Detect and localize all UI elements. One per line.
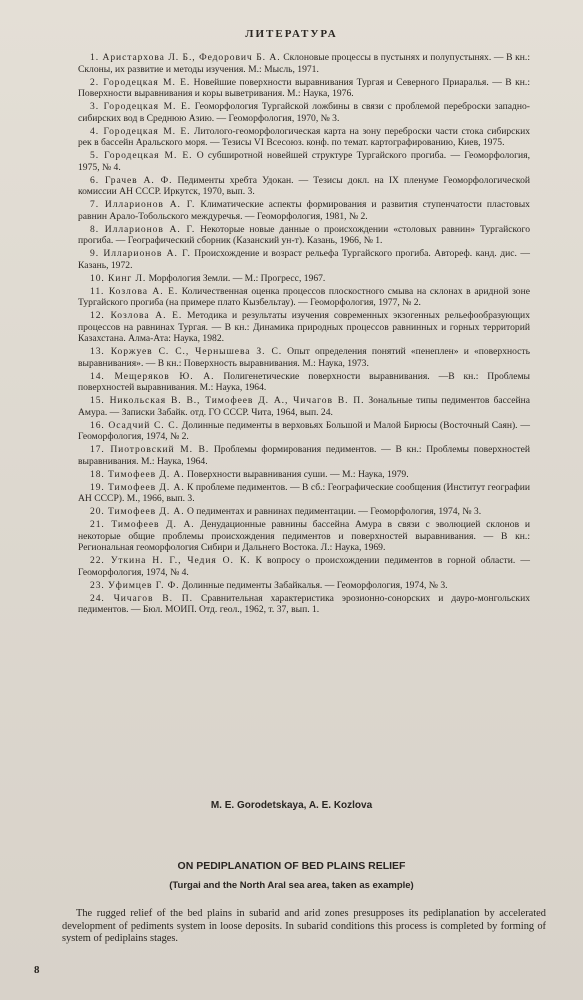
english-abstract: The rugged relief of the bed plains in subarid and arid zones presupposes its pediplanation by accelerated development of pediments system in loose deposits. In subarid conditions this process is completed by forming of system of pediplains stages. [62,908,546,944]
reference-author: 19. Тимофеев Д. А. [90,481,185,493]
reference-author: 17. Пиотровский М. В. [90,444,210,455]
reference-text: Происхождение и возраст рельефа Тургайского прогиба. Автореф. канд. дис. — Казань, 1972. [78,248,530,271]
reference-author: 22. Уткина Н. Г., Чедия О. К. [90,555,251,566]
reference-text: Геоморфология Тургайской ложбины в связи с проблемой переброски западно-сибирских вод в Среднюю Азию. — Геоморфология, 1970, № 3. [78,101,530,124]
references-heading: ЛИТЕРАТУРА [245,28,338,40]
reference-text: О субширотной новейшей структуре Тургайского прогиба. — Геоморфология, 1975, № 4. [78,150,530,173]
reference-entry [78,371,530,394]
reference-author: 10. Кинг Л. [90,272,147,284]
reference-entry [78,555,530,578]
reference-entry [78,469,530,481]
reference-author: 9. Илларионов А. Г. [90,248,191,259]
reference-entry [78,506,530,518]
reference-entry [78,175,530,198]
reference-text: Денудационные равнины бассейна Амура в связи с эволюцией склонов и некоторые общие проблемы происхождения педиментов и поверхностей выравнивания. — В кн.: Региональная геоморфология Сибири и Дальнего Востока. Л.: Наука, 1969. [78,519,530,553]
reference-text: О педиментах и равнинах педиментации. — Геоморфология, 1974, № 3. [184,506,482,517]
reference-author: 4. Городецкая М. Е. [90,125,191,137]
reference-author: 5. Городецкая М. Е. [90,150,193,161]
reference-list [78,52,530,617]
reference-text: Полигенетические поверхности выравнивания. —В кн.: Проблемы поверхностей выравнивания. М.: Наука, 1964. [78,370,530,393]
reference-author: 21. Тимофеев Д. А. [90,519,195,530]
reference-entry [78,77,530,100]
reference-author: 7. Илларионов А. Г. [90,199,196,210]
reference-entry [78,126,530,149]
english-subtitle: (Turgai and the North Aral sea area, taken as example) [169,880,414,891]
reference-text: Зональные типы педиментов бассейна Амура. — Записки Забайк. отд. ГО СССР. Чита, 1964, вып. 24. [78,395,530,418]
reference-entry [78,52,530,75]
reference-text: К вопросу о происхождении педиментов в горной области. — Геоморфология, 1974, № 4. [78,555,530,578]
reference-entry [78,224,530,247]
reference-entry [78,101,530,124]
reference-entry [78,286,530,309]
reference-text: Методика и результаты изучения современных экзогенных рельефообразующих процессов на равнинах Тургая. — В кн.: Динамика природных процессов равнинных и горных территорий Казахстана. Алма-Ата: Наука, 1982. [78,310,530,344]
reference-entry [78,580,530,592]
reference-author: 8. Илларионов А. Г. [90,223,196,235]
reference-text: Проблемы формирования педиментов. — В кн.: Проблемы поверхностей выравнивания. М.: Наука, 1964. [78,444,530,467]
reference-text: Литолого-геоморфологическая карта на зону переброски части стока сибирских рек в бассейн Аральского моря. — Тезисы VI Всесоюз. конф. по темат. картографированию, Киев, 1975. [78,125,530,148]
reference-entry [78,248,530,271]
reference-text: Новейшие поверхности выравнивания Тургая и Северного Приаралья. — В кн.: Поверхности выравнивания и коры выветривания. М.: Наука, 1976. [78,76,530,99]
reference-text: Долинные педименты Забайкалья. — Геоморфология, 1974, № 3. [179,579,448,591]
reference-entry [78,593,530,616]
reference-author: 15. Никольская В. В., Тимофеев Д. А., Чичагов В. П. [90,395,365,406]
reference-author: 16. Осадчий С. С. [90,419,179,431]
reference-entry [78,273,530,285]
reference-text: Долинные педименты в верховьях Большой и Малой Бирюсы (Восточный Саян). — Геоморфология, 1974, № 2. [78,419,531,442]
reference-entry [78,482,530,505]
reference-text: Поверхности выравнивания суши. — М.: Наука, 1979. [184,468,409,480]
reference-text: Опыт определения понятий «пенеплен» и «поверхность выравнивания». — В кн.: Поверхность выравнивания. М.: Наука, 1973. [78,346,530,369]
reference-author: 2. Городецкая М. Е. [90,76,191,88]
reference-author: 24. Чичагов В. П. [90,592,193,604]
reference-author: 6. Грачев А. Ф. [90,174,173,186]
reference-text: Морфология Земли. — М.: Прогресс, 1967. [146,272,326,284]
reference-entry [78,199,530,222]
reference-text: Склоновые процессы в пустынях и полупустынях. — В кн.: Склоны, их развитие и методы изучения. М.: Мысль, 1971. [78,52,530,75]
reference-entry [78,310,530,345]
reference-text: Педименты хребта Удокан. — Тезисы докл. на IX пленуме Геоморфологической комиссии АН СССР. Иркутск, 1970, вып. 3. [78,174,530,197]
reference-author: 11. Козлова А. Е. [90,285,179,297]
reference-text: Некоторые новые данные о происхождении «столовых равнин» Тургайского прогиба. — Географический сборник (Казанский ун-т). Казань, 1966, № 1. [78,223,530,246]
reference-author: 13. Коржуев С. С., Чернышева З. С. [90,346,283,357]
reference-entry [78,395,530,418]
reference-entry [78,346,530,369]
reference-author: 14. Мещеряков Ю. А. [90,370,215,382]
reference-text: Сравнительная характеристика эрозионно-сонорских и дауро-монгольских педиментов. — Бюл. МОИП. Отд. геол., 1962, т. 37, вып. 1. [78,592,531,615]
page-number: 8 [34,964,40,976]
reference-author: 18. Тимофеев Д. А. [90,468,185,480]
reference-author: 23. Уфимцев Г. Ф. [90,579,180,591]
reference-entry [78,420,530,443]
reference-entry [78,150,530,173]
reference-text: К проблеме педиментов. — В сб.: Географические сообщения (Институт географии АН СССР). М., 1966, вып. 3. [78,481,530,504]
reference-author: 3. Городецкая М. Е. [90,101,192,112]
reference-entry [78,519,530,554]
english-authors: M. E. Gorodetskaya, A. E. Kozlova [210,800,373,811]
reference-entry [78,444,530,467]
english-title: ON PEDIPLANATION OF BED PLAINS RELIEF [177,860,406,872]
reference-author: 20. Тимофеев Д. А. [90,506,185,517]
reference-text: Климатические аспекты формирования и развития ступенчатости пластовых равнин Арало-Тобольского междуречья. — Геоморфология, 1981, № 2. [78,199,530,222]
reference-author: 1. Аристархова Л. Б., Федорович Б. А. [90,52,281,63]
reference-author: 12. Козлова А. Е. [90,310,183,321]
reference-text: Количественная оценка процессов плоскостного смыва на склонах в аридной зоне Тургайского прогиба (на примере плато Кызбельтау). — Геоморфология, 1977, № 2. [78,285,530,308]
